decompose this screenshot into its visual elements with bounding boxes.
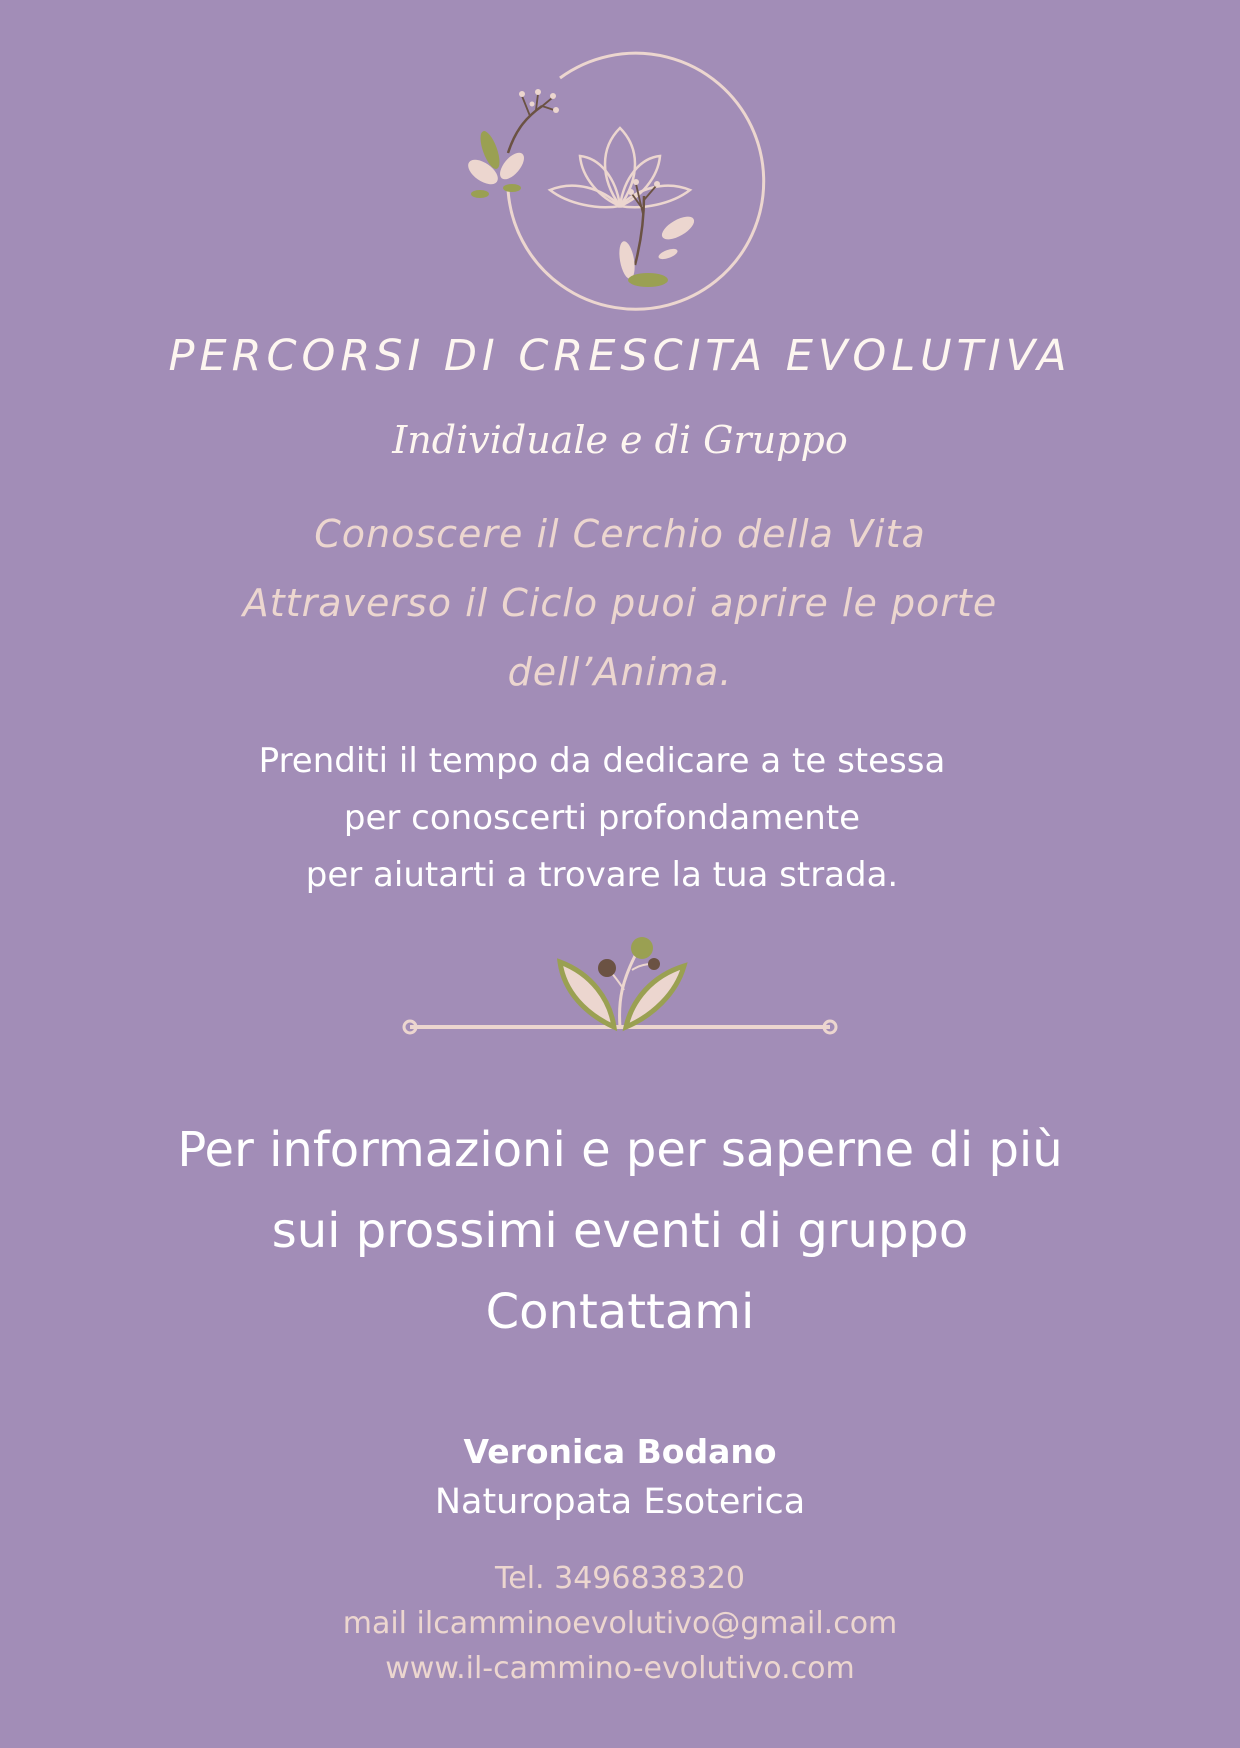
quote-line: dell’Anima. bbox=[507, 650, 733, 694]
cta-line: Per informazioni e per saperne di più bbox=[177, 1122, 1063, 1178]
quote-line: Conoscere il Cerchio della Vita bbox=[314, 512, 926, 556]
lotus-circle-icon bbox=[450, 38, 790, 318]
website-link[interactable]: www.il-cammino-evolutivo.com bbox=[385, 1651, 855, 1686]
email-link[interactable]: mail ilcamminoevolutivo@gmail.com bbox=[342, 1606, 898, 1641]
contact-details bbox=[0, 1556, 1240, 1691]
intro-line: per conoscerti profondamente bbox=[343, 798, 861, 838]
sprout-divider-icon bbox=[396, 930, 844, 1040]
intro-block bbox=[0, 733, 1222, 904]
intro-line: Prenditi il tempo da dedicare a te stessa bbox=[258, 741, 946, 781]
cta-line: sui prossimi eventi di gruppo bbox=[271, 1203, 969, 1259]
cta-line: Contattami bbox=[485, 1284, 755, 1340]
page-title: PERCORSI DI CRESCITA EVOLUTIVA bbox=[168, 331, 1072, 381]
quote-line: Attraverso il Ciclo puoi aprire le porte bbox=[242, 581, 998, 625]
intro-line: per aiutarti a trovare la tua strada. bbox=[305, 855, 899, 895]
page-subtitle: Individuale e di Gruppo bbox=[392, 418, 848, 462]
call-to-action bbox=[0, 1110, 1240, 1353]
contact-role: Naturopata Esoterica bbox=[434, 1482, 806, 1522]
quote-block bbox=[0, 500, 1240, 707]
contact-name: Veronica Bodano bbox=[463, 1432, 777, 1471]
phone-text: Tel. 3496838320 bbox=[495, 1561, 745, 1596]
